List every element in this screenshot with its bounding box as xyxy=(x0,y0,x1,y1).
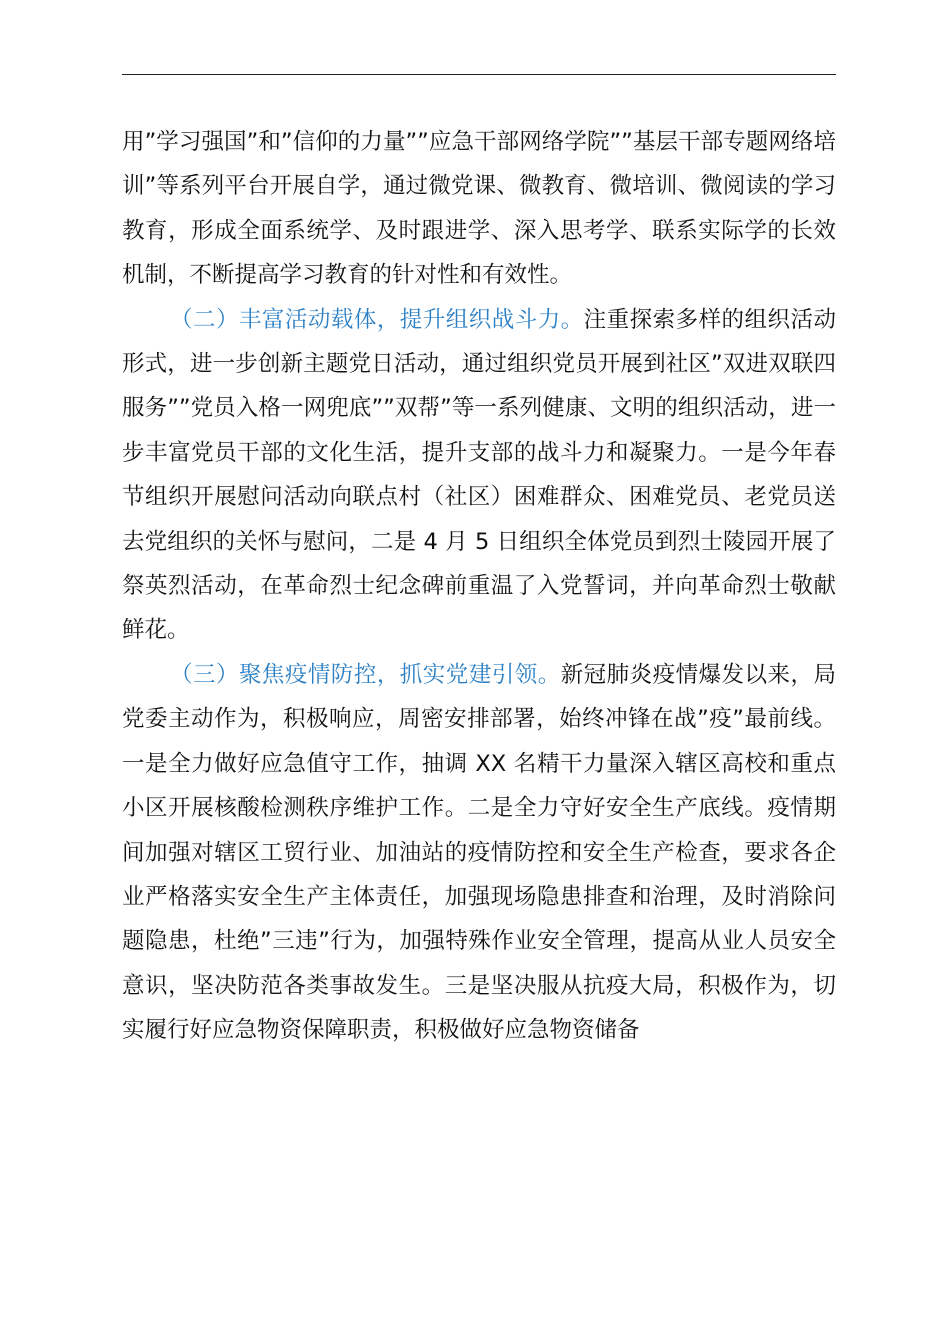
section-heading: （三）聚焦疫情防控，抓实党建引领。 xyxy=(170,661,561,688)
paragraph-section-3 xyxy=(122,653,836,1053)
paragraph-text: 新冠肺炎疫情爆发以来，局党委主动作为，积极响应，周密安排部署，始终冲锋在战”疫”最前线。一是全力做好应急值守工作，抽调 XX 名精干力量深入辖区高校和重点小区开展核酸检测秩序维护工作。二是全力守好安全生产底线。疫情期间加强对辖区工贸行业、加油站的疫情防控和安全生产检查，要求各企业严格落实安全生产主体责任，加强现场隐患排查和治理，及时消除问题隐患，杜绝”三违”行为，加强特殊作业安全管理，提高从业人员安全意识，坚决防范各类事故发生。三是坚决服从抗疫大局，积极作为，切实履行好应急物资保障职责，积极做好应急物资储备 xyxy=(122,661,836,1044)
document-body xyxy=(122,120,836,1053)
header-rule xyxy=(122,74,836,75)
paragraph-text: 用”学习强国”和”信仰的力量””应急干部网络学院””基层干部专题网络培训”等系列平台开展自学，通过微党课、微教育、微培训、微阅读的学习教育，形成全面系统学、及时跟进学、深入思考学、联系实际学的长效机制，不断提高学习教育的针对性和有效性。 xyxy=(122,129,836,289)
paragraph-text: 注重探索多样的组织活动形式，进一步创新主题党日活动，通过组织党员开展到社区”双进双联四服务””党员入格一网兜底””双帮”等一系列健康、文明的组织活动，进一步丰富党员干部的文化生活，提升支部的战斗力和凝聚力。一是今年春节组织开展慰问活动向联点村（社区）困难群众、困难党员、老党员送去党组织的关怀与慰问，二是 4 月 5 日组织全体党员到烈士陵园开展了祭英烈活动，在革命烈士纪念碑前重温了入党誓词，并向革命烈士敬献鲜花。 xyxy=(122,306,836,644)
paragraph-section-2 xyxy=(122,298,836,653)
section-heading: （二）丰富活动载体，提升组织战斗力。 xyxy=(170,306,584,333)
paragraph-continuation xyxy=(122,120,836,298)
